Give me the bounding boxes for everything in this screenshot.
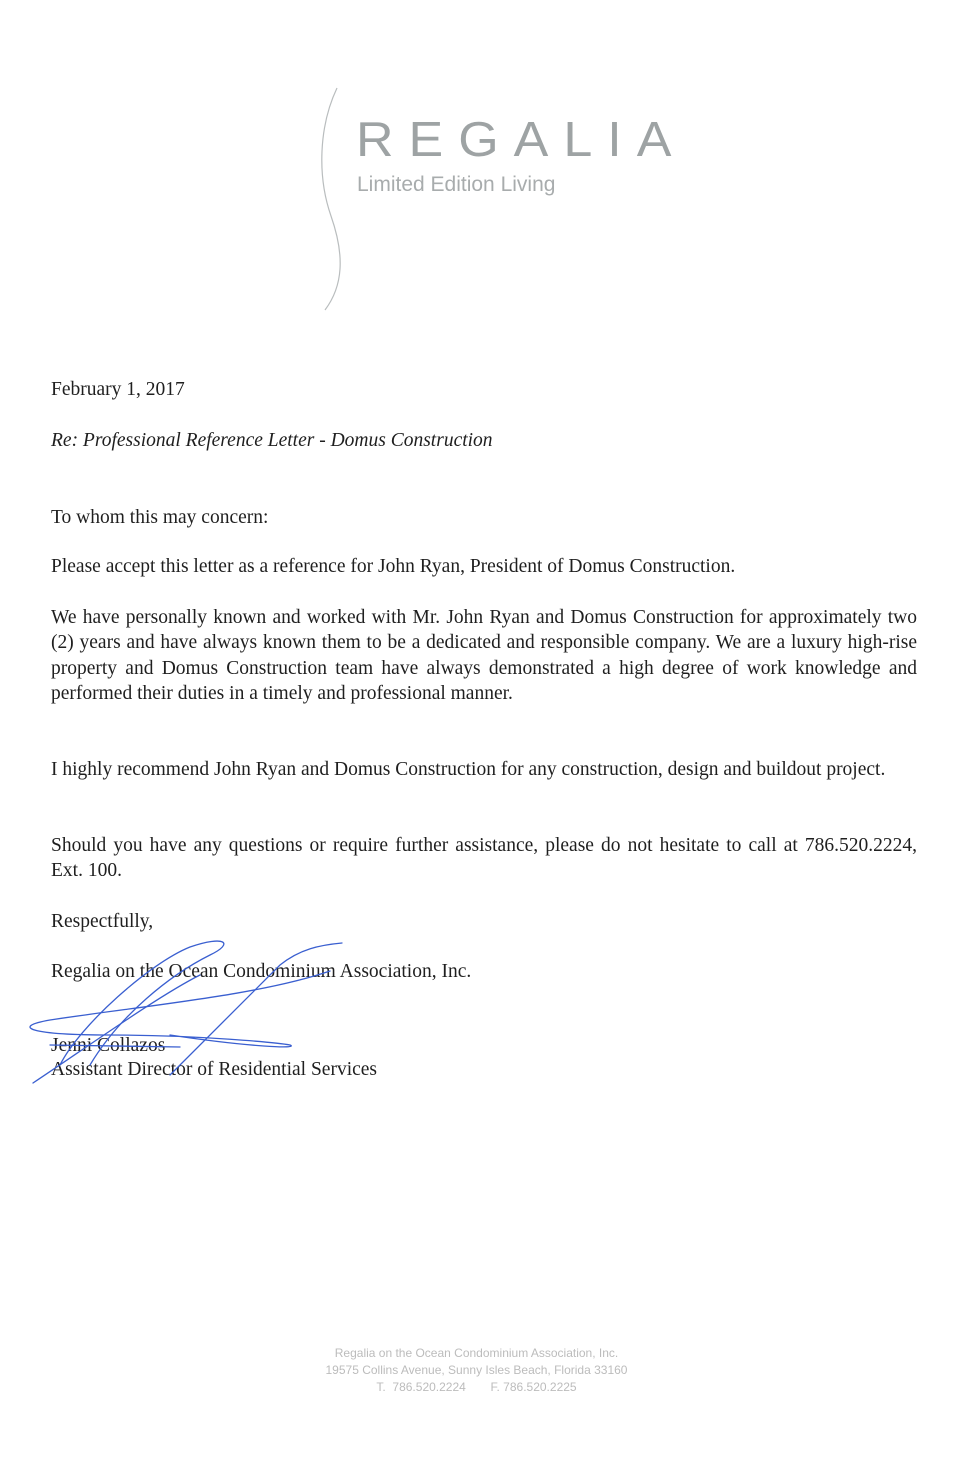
letter-organization: Regalia on the Ocean Condominium Association, Inc.	[51, 961, 472, 982]
letter-subject: Re: Professional Reference Letter - Domus Construction	[51, 430, 493, 451]
letter-paragraph: I highly recommend John Ryan and Domus Construction for any construction, design and buildout project.	[51, 759, 886, 780]
footer	[0, 1345, 953, 1396]
footer-contact	[0, 1379, 953, 1396]
footer-organization: Regalia on the Ocean Condominium Association, Inc.	[334, 1346, 619, 1360]
footer-phone: T. 786.520.2224	[376, 1380, 466, 1394]
footer-fax: F. 786.520.2225	[490, 1380, 577, 1394]
letter-paragraph: Should you have any questions or require further assistance, please do not hesitate to call at 786.520.2224, Ext. 100.	[51, 835, 917, 882]
letter-closing: Respectfully,	[51, 911, 154, 932]
logo-curve-icon	[315, 86, 355, 312]
logo-brand: REGALIA	[356, 112, 687, 168]
letter-paragraph: Please accept this letter as a reference for John Ryan, President of Domus Construction.	[51, 556, 736, 577]
signer-title: Assistant Director of Residential Services	[51, 1059, 378, 1080]
letter-paragraph: We have personally known and worked with Mr. John Ryan and Domus Construction for approximately two (2) years and have always known them to be a dedicated and responsible company. We are a luxury high-rise property and Domus Construction team have always demonstrated a high degree of work knowledge and performed their duties in a timely and professional manner.	[51, 607, 917, 704]
logo-tagline: Limited Edition Living	[357, 173, 556, 196]
letter-salutation: To whom this may concern:	[51, 507, 269, 528]
letter-date: February 1, 2017	[51, 379, 185, 400]
signer-name: Jenni Collazos	[51, 1035, 166, 1056]
footer-address: 19575 Collins Avenue, Sunny Isles Beach, Florida 33160	[325, 1363, 628, 1377]
